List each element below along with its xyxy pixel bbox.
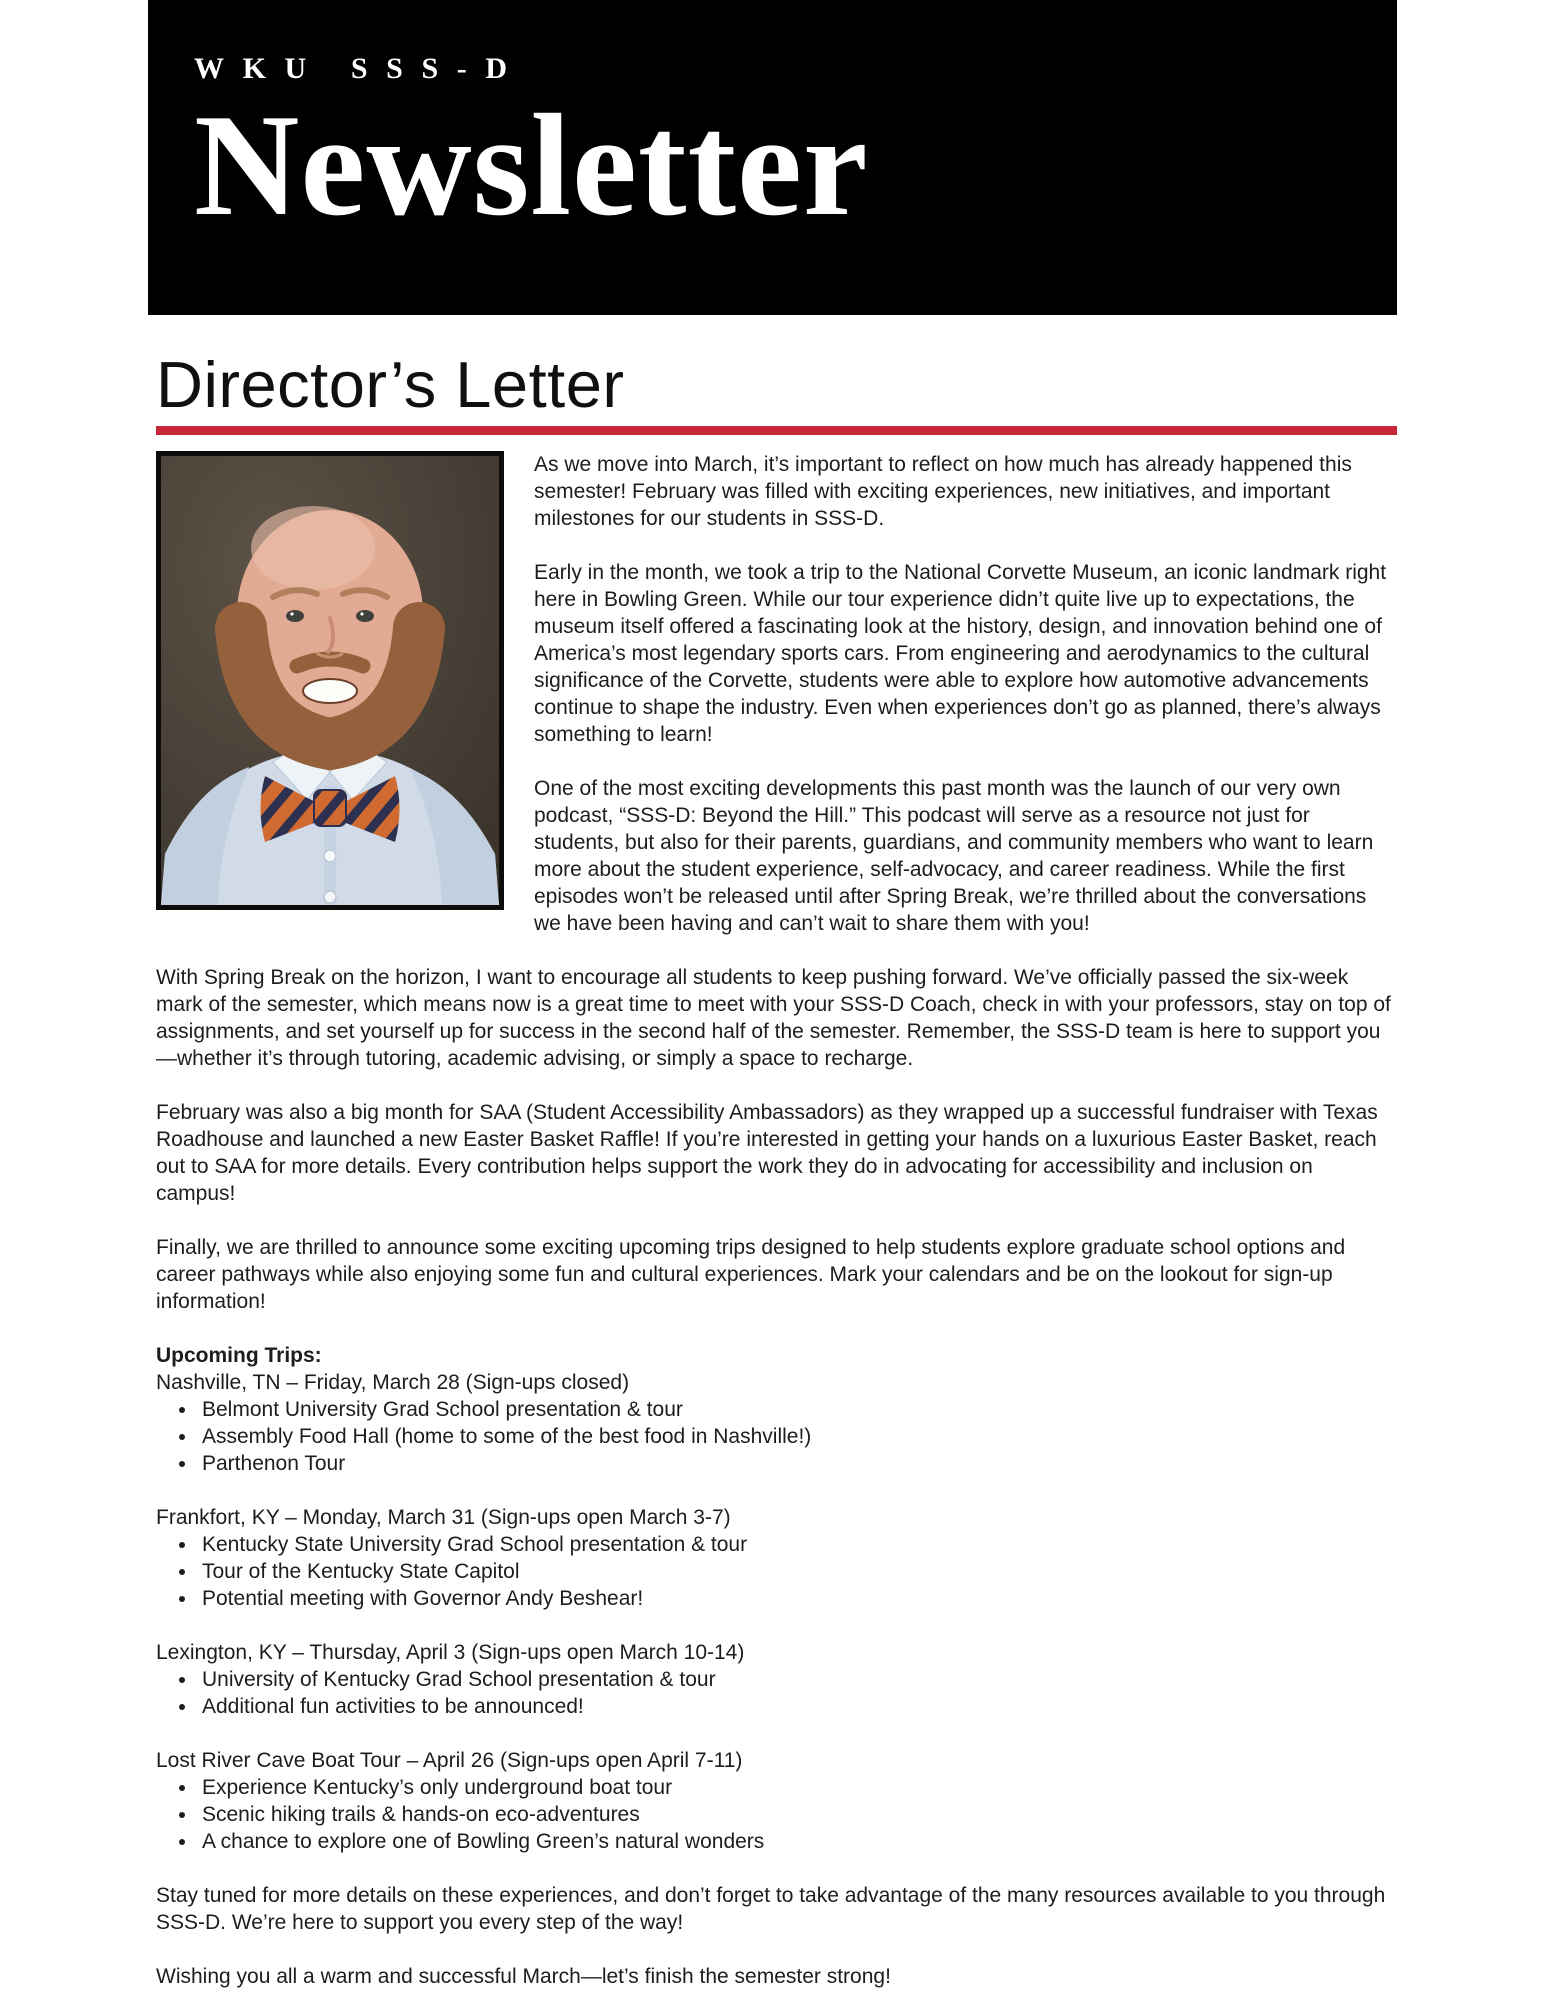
letter-body	[156, 451, 1397, 1990]
trip-item: • A chance to explore one of Bowling Green’s natural wonders	[198, 1828, 1397, 1855]
intro-paragraph: As we move into March, it’s important to reflect on how much has already happened this semester! February was filled with exciting experiences, new initiatives, and important milestones for our students in SSS-D.	[534, 452, 1352, 530]
masthead-title: Newsletter	[194, 84, 869, 246]
upcoming-trips-label: Upcoming Trips:	[156, 1343, 322, 1367]
trip-item: • Belmont University Grad School presentation & tour	[198, 1396, 1397, 1423]
closing-paragraph: Stay tuned for more details on these experiences, and don’t forget to take advantage of the many resources available to you through SSS-D. We’re here to support you every step of the way!	[156, 1883, 1386, 1934]
trip-header-lexington: Lexington, KY – Thursday, April 3 (Sign-ups open March 10-14)	[156, 1640, 745, 1664]
intro-paragraph: Early in the month, we took a trip to the National Corvette Museum, an iconic landmark right here in Bowling Green. While our tour experience didn’t quite live up to expectations, the museum itself offered a fascinating look at the history, design, and innovation behind one of America’s most legendary sports cars. From engineering and aerodynamics to the cultural significance of the Corvette, students were able to explore how automotive advancements continue to shape the industry. Even when experiences don’t go as planned, there’s always something to learn!	[534, 560, 1387, 746]
page-title: Director’s Letter	[156, 348, 625, 421]
trip-item: • University of Kentucky Grad School presentation & tour	[198, 1666, 1397, 1693]
directors-letter-article	[148, 349, 1397, 1990]
body-paragraph: Finally, we are thrilled to announce some exciting upcoming trips designed to help students explore graduate school options and career pathways while also enjoying some fun and cultural experiences. Mark your calendars and be on the lookout for sign-up information!	[156, 1235, 1346, 1313]
body-paragraph: With Spring Break on the horizon, I want to encourage all students to keep pushing forward. We’ve officially passed the six-week mark of the semester, which means now is a great time to meet with your SSS-D Coach, check in with your professors, stay on top of assignments, and set yourself up for success in the second half of the semester. Remember, the SSS-D team is here to support you—whether it’s through tutoring, academic advising, or simply a space to recharge.	[156, 965, 1391, 1070]
trip-item: • Scenic hiking trails & hands-on eco-adventures	[198, 1801, 1397, 1828]
trip-item: • Tour of the Kentucky State Capitol	[198, 1558, 1397, 1585]
masthead-kicker: WKU SSS-D	[194, 52, 526, 85]
trip-item: • Kentucky State University Grad School presentation & tour	[198, 1531, 1397, 1558]
closing-paragraph: Wishing you all a warm and successful March—let’s finish the semester strong!	[156, 1964, 891, 1988]
body-paragraph: February was also a big month for SAA (Student Accessibility Ambassadors) as they wrapped up a successful fundraiser with Texas Roadhouse and launched a new Easter Basket Raffle! If you’re interested in getting your hands on a luxurious Easter Basket, reach out to SAA for more details. Every contribution helps support the work they do in advocating for accessibility and inclusion on campus!	[156, 1100, 1378, 1205]
director-photo	[156, 451, 504, 910]
director-portrait-illustration	[161, 456, 499, 905]
trip-item: • Potential meeting with Governor Andy Beshear!	[198, 1585, 1397, 1612]
trip-item: • Parthenon Tour	[198, 1450, 1397, 1477]
trip-item: • Assembly Food Hall (home to some of the best food in Nashville!)	[198, 1423, 1397, 1450]
trip-item-list	[156, 1774, 1397, 1855]
trip-item-list	[156, 1666, 1397, 1720]
red-divider-rule	[156, 426, 1397, 435]
trip-item: • Experience Kentucky’s only underground boat tour	[198, 1774, 1397, 1801]
trip-item: • Additional fun activities to be announced!	[198, 1693, 1397, 1720]
trip-item-list	[156, 1531, 1397, 1612]
trip-header-frankfort: Frankfort, KY – Monday, March 31 (Sign-ups open March 3-7)	[156, 1505, 731, 1529]
trip-header-nashville: Nashville, TN – Friday, March 28 (Sign-ups closed)	[156, 1370, 630, 1394]
masthead	[148, 0, 1397, 315]
trip-item-list	[156, 1396, 1397, 1477]
intro-paragraph: One of the most exciting developments this past month was the launch of our very own podcast, “SSS-D: Beyond the Hill.” This podcast will serve as a resource not just for students, but also for their parents, guardians, and community members who want to learn more about the student experience, self-advocacy, and career readiness. While the first episodes won’t be released until after Spring Break, we’re thrilled about the conversations we have been having and can’t wait to share them with you!	[534, 776, 1374, 935]
trip-header-lost-river-cave: Lost River Cave Boat Tour – April 26 (Sign-ups open April 7-11)	[156, 1748, 743, 1772]
